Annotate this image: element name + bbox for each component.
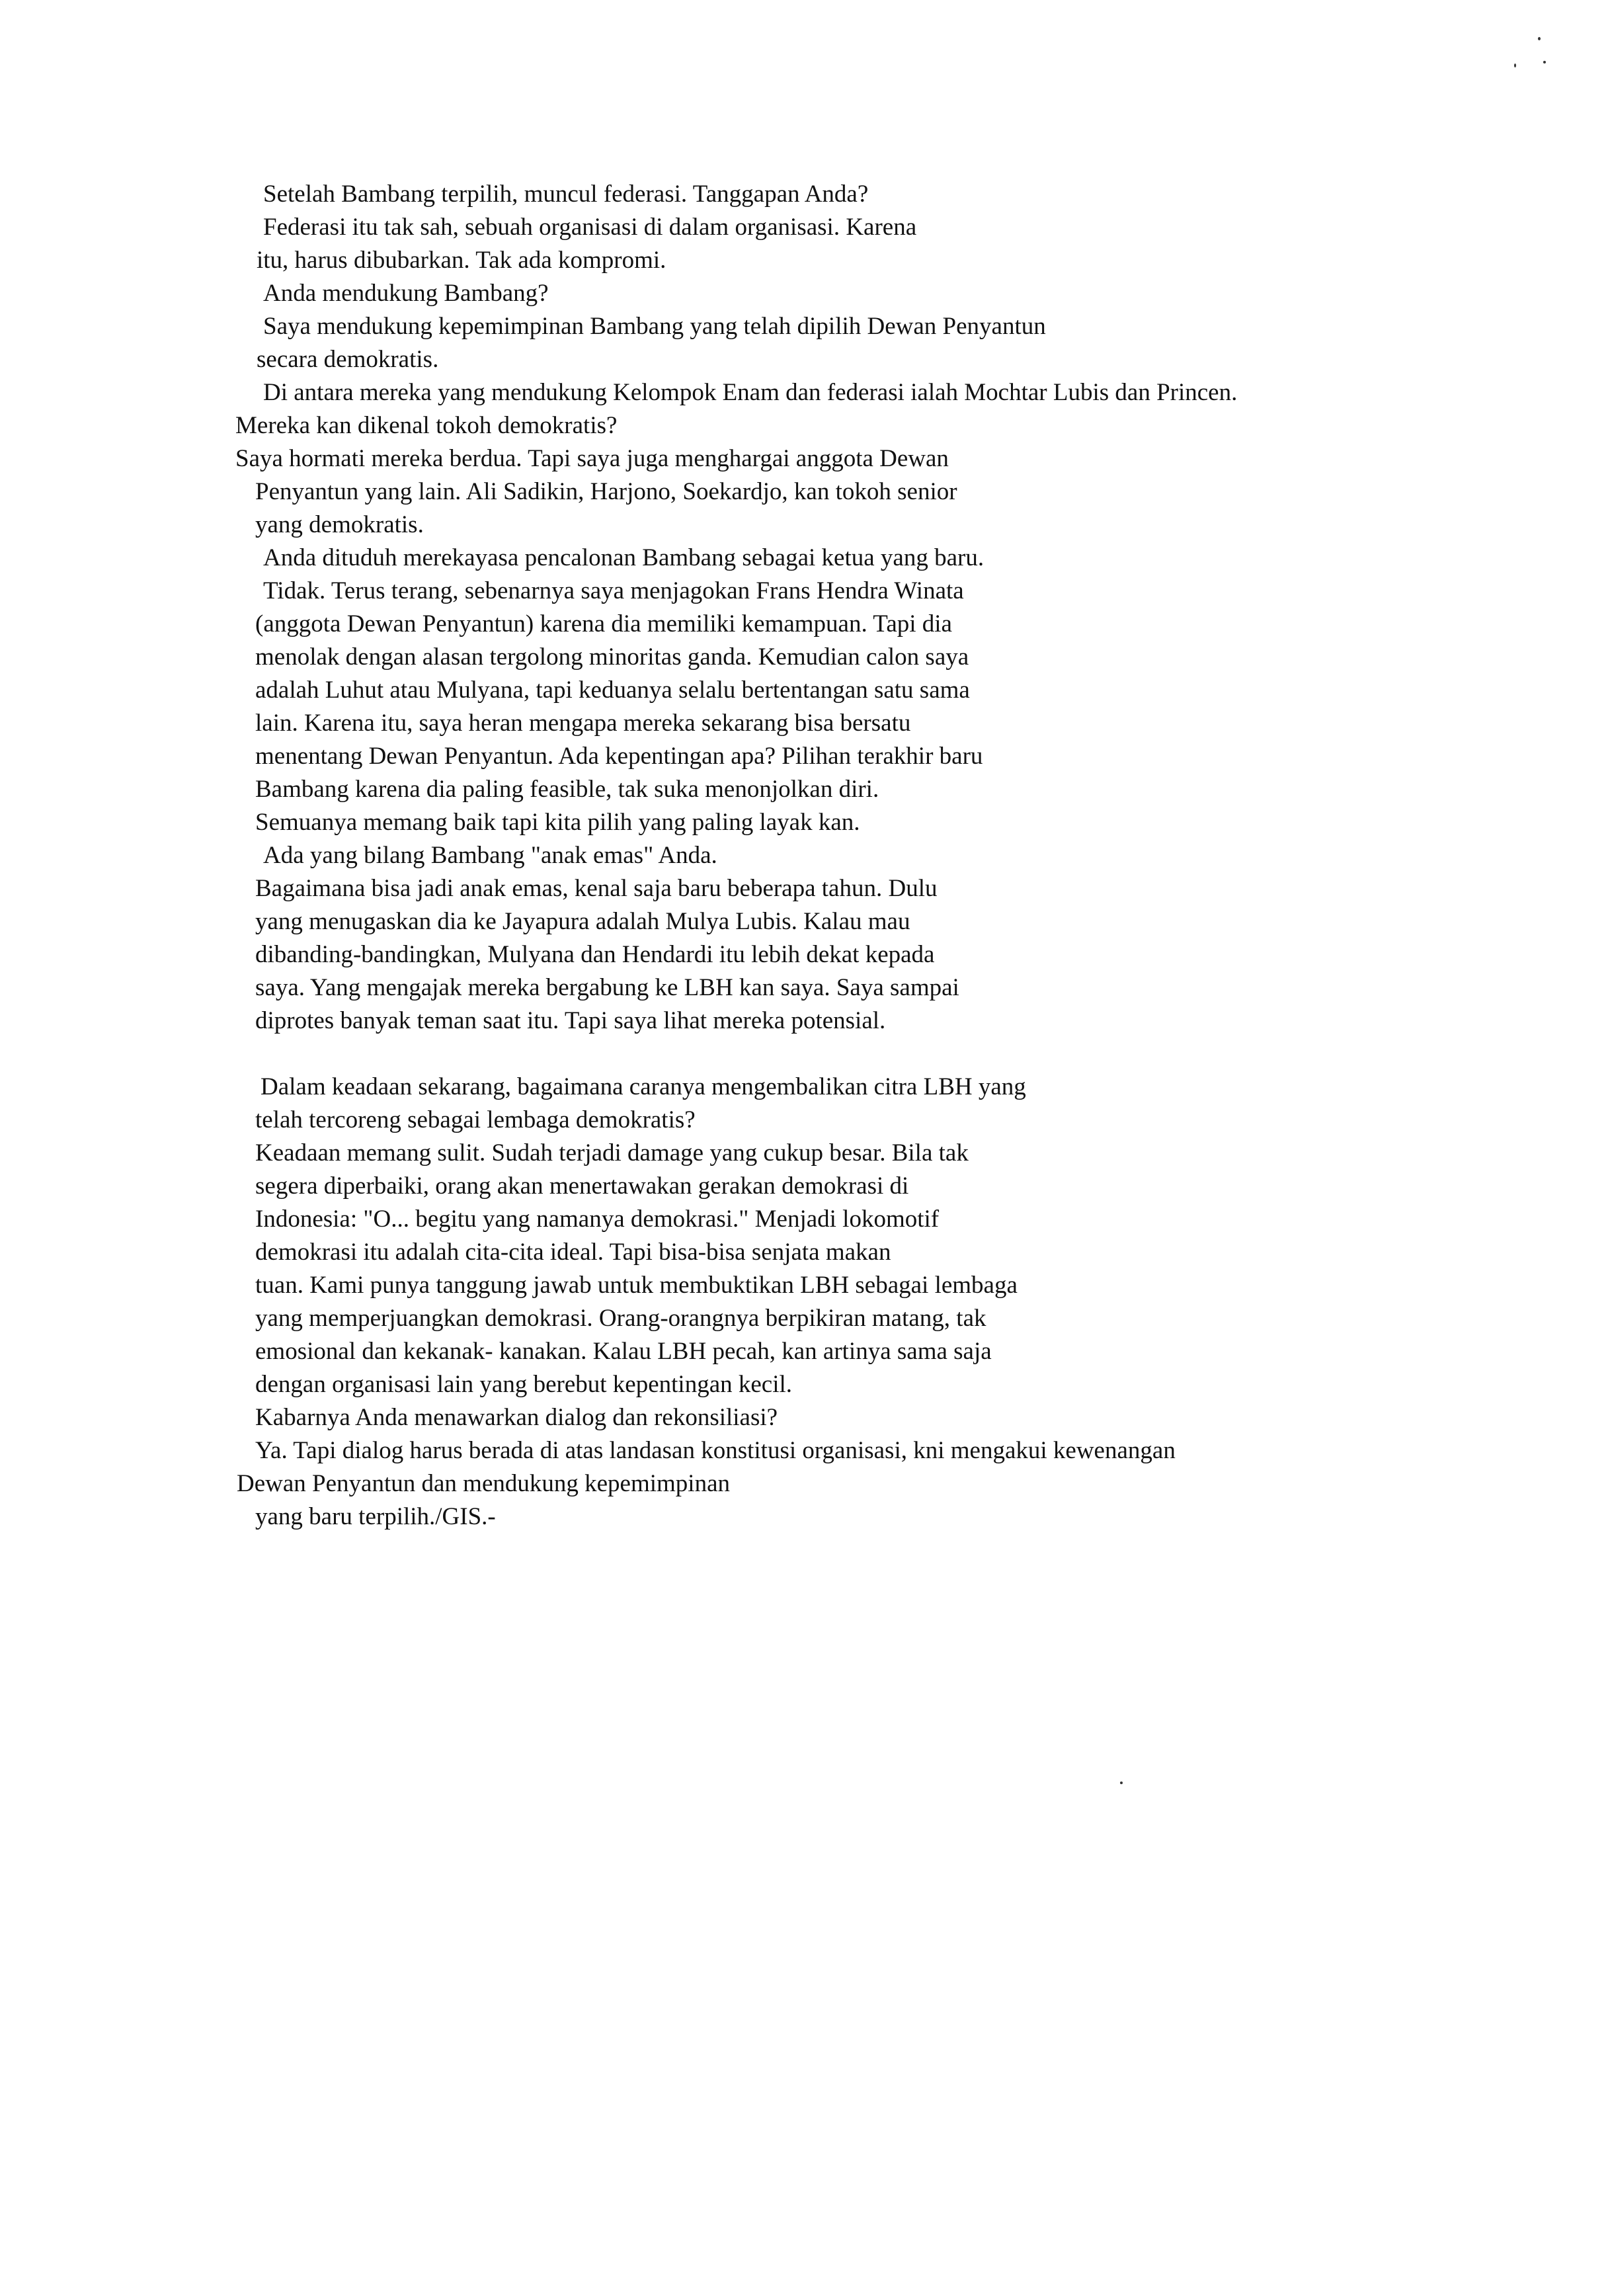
text-line: demokrasi itu adalah cita-cita ideal. Tapi bisa-bisa senjata makan <box>255 1239 891 1266</box>
text-line: Ada yang bilang Bambang "anak emas" Anda. <box>263 842 717 869</box>
scan-speck <box>1514 63 1516 67</box>
text-line: Setelah Bambang terpilih, muncul federasi. Tanggapan Anda? <box>263 181 869 208</box>
text-line: lain. Karena itu, saya heran mengapa mereka sekarang bisa bersatu <box>255 710 911 737</box>
text-line: yang memperjuangkan demokrasi. Orang-orangnya berpikiran matang, tak <box>255 1305 986 1332</box>
text-line: yang demokratis. <box>255 511 424 538</box>
text-line: tuan. Kami punya tanggung jawab untuk membuktikan LBH sebagai lembaga <box>255 1272 1018 1299</box>
text-line: Ya. Tapi dialog harus berada di atas landasan konstitusi organisasi, kni mengakui kewenangan <box>255 1437 1176 1464</box>
scan-speck <box>1543 61 1546 63</box>
text-line: saya. Yang mengajak mereka bergabung ke LBH kan saya. Saya sampai <box>255 974 959 1001</box>
text-line: Bambang karena dia paling feasible, tak suka menonjolkan diri. <box>255 776 879 803</box>
text-line: emosional dan kekanak- kanakan. Kalau LBH pecah, kan artinya sama saja <box>255 1338 992 1365</box>
text-line: Saya mendukung kepemimpinan Bambang yang telah dipilih Dewan Penyantun <box>263 313 1046 340</box>
text-line: menentang Dewan Penyantun. Ada kepentingan apa? Pilihan terakhir baru <box>255 743 983 770</box>
text-line: Anda dituduh merekayasa pencalonan Bambang sebagai ketua yang baru. <box>263 544 985 571</box>
text-line: Dalam keadaan sekarang, bagaimana caranya mengembalikan citra LBH yang <box>261 1073 1026 1100</box>
scan-speck <box>1120 1782 1123 1784</box>
text-line: yang baru terpilih./GIS.- <box>255 1503 496 1530</box>
text-line: Bagaimana bisa jadi anak emas, kenal saja baru beberapa tahun. Dulu <box>255 875 938 902</box>
text-line: Indonesia: "O... begitu yang namanya demokrasi." Menjadi lokomotif <box>255 1206 940 1233</box>
text-line: diprotes banyak teman saat itu. Tapi saya lihat mereka potensial. <box>255 1007 886 1034</box>
text-line: secara demokratis. <box>257 346 439 373</box>
text-line: Di antara mereka yang mendukung Kelompok Enam dan federasi ialah Mochtar Lubis dan Princen. <box>263 379 1238 406</box>
text-line: Kabarnya Anda menawarkan dialog dan rekonsiliasi? <box>255 1404 778 1431</box>
text-line: dibanding-bandingkan, Mulyana dan Hendardi itu lebih dekat kepada <box>255 941 935 968</box>
text-line: Penyantun yang lain. Ali Sadikin, Harjono, Soekardjo, kan tokoh senior <box>255 478 957 505</box>
text-line: itu, harus dibubarkan. Tak ada kompromi. <box>257 247 666 274</box>
text-line: Keadaan memang sulit. Sudah terjadi damage yang cukup besar. Bila tak <box>255 1139 969 1167</box>
text-line: yang menugaskan dia ke Jayapura adalah Mulya Lubis. Kalau mau <box>255 908 910 935</box>
text-line: telah tercoreng sebagai lembaga demokratis? <box>255 1106 696 1133</box>
text-line: Mereka kan dikenal tokoh demokratis? <box>235 412 618 439</box>
text-line: Semuanya memang baik tapi kita pilih yang paling layak kan. <box>255 809 860 836</box>
text-line: Dewan Penyantun dan mendukung kepemimpinan <box>237 1470 730 1497</box>
text-line: segera diperbaiki, orang akan menertawakan gerakan demokrasi di <box>255 1172 909 1200</box>
text-line: menolak dengan alasan tergolong minoritas ganda. Kemudian calon saya <box>255 643 969 671</box>
text-line: Federasi itu tak sah, sebuah organisasi di dalam organisasi. Karena <box>263 214 917 241</box>
text-line: Tidak. Terus terang, sebenarnya saya menjagokan Frans Hendra Winata <box>263 577 964 604</box>
text-line: adalah Luhut atau Mulyana, tapi keduanya selalu bertentangan satu sama <box>255 676 970 704</box>
text-line: Saya hormati mereka berdua. Tapi saya juga menghargai anggota Dewan <box>235 445 949 472</box>
scan-speck <box>1538 37 1541 40</box>
text-line: (anggota Dewan Penyantun) karena dia memiliki kemampuan. Tapi dia <box>255 610 952 637</box>
text-line: Anda mendukung Bambang? <box>263 280 549 307</box>
text-line: dengan organisasi lain yang berebut kepentingan kecil. <box>255 1371 793 1398</box>
